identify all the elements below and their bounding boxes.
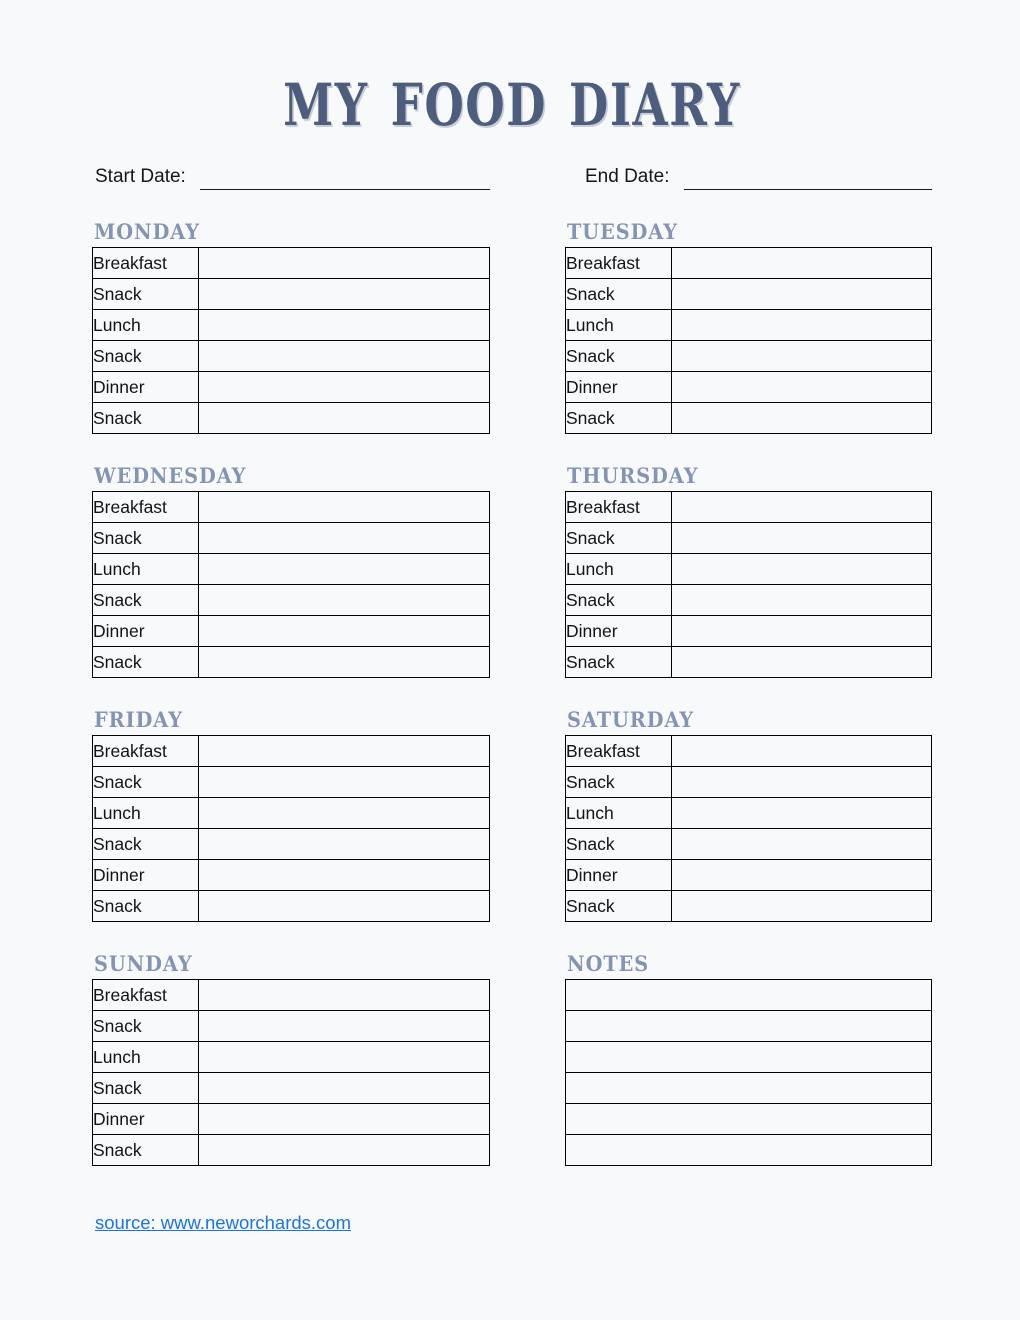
meal-row	[93, 980, 490, 1011]
meal-label: Snack	[93, 1011, 199, 1042]
notes-cell	[566, 1104, 932, 1135]
meal-entry-cell	[199, 279, 490, 310]
meal-row	[566, 860, 932, 891]
notes-row	[566, 1135, 932, 1166]
meal-entry-cell	[199, 403, 490, 434]
meal-entry-cell	[199, 860, 490, 891]
meal-entry-cell	[672, 891, 932, 922]
meal-row	[93, 616, 490, 647]
meal-row	[566, 798, 932, 829]
meal-entry-cell	[199, 736, 490, 767]
meal-row	[566, 891, 932, 922]
meal-label: Breakfast	[93, 492, 199, 523]
diary-grid	[92, 220, 932, 1196]
meal-entry-cell	[199, 767, 490, 798]
page-title: MY FOOD DIARY	[283, 71, 741, 139]
meal-entry-cell	[672, 647, 932, 678]
meal-row	[566, 310, 932, 341]
meal-label: Snack	[93, 891, 199, 922]
meal-label: Lunch	[566, 554, 672, 585]
meal-row	[566, 403, 932, 434]
meal-row	[93, 1011, 490, 1042]
meal-entry-cell	[672, 372, 932, 403]
notes-cell	[566, 1042, 932, 1073]
day-heading-sunday: SUNDAY	[94, 951, 193, 977]
meal-label: Snack	[93, 1135, 199, 1166]
meal-label: Snack	[566, 341, 672, 372]
meal-row	[93, 891, 490, 922]
meal-label: Snack	[93, 767, 199, 798]
meal-row	[93, 248, 490, 279]
notes-row	[566, 980, 932, 1011]
meal-row	[93, 767, 490, 798]
meal-label: Snack	[566, 523, 672, 554]
notes-row	[566, 1104, 932, 1135]
meal-label: Snack	[93, 585, 199, 616]
notes-section	[565, 952, 932, 1166]
meal-entry-cell	[672, 279, 932, 310]
meal-table	[92, 735, 490, 922]
meal-label: Snack	[93, 1073, 199, 1104]
meal-table	[565, 735, 932, 922]
meal-label: Snack	[566, 403, 672, 434]
meal-entry-cell	[672, 616, 932, 647]
start-date-label: Start Date:	[95, 166, 186, 187]
meal-row	[566, 248, 932, 279]
meal-label: Dinner	[93, 372, 199, 403]
day-section	[565, 220, 932, 434]
meal-entry-cell	[199, 829, 490, 860]
day-section	[92, 708, 490, 922]
meal-label: Snack	[566, 829, 672, 860]
meal-entry-cell	[199, 372, 490, 403]
meal-row	[566, 523, 932, 554]
notes-cell	[566, 1073, 932, 1104]
day-section	[92, 220, 490, 434]
meal-row	[93, 647, 490, 678]
meal-entry-cell	[199, 647, 490, 678]
meal-row	[93, 279, 490, 310]
meal-label: Dinner	[93, 616, 199, 647]
day-heading-friday: FRIDAY	[94, 707, 183, 733]
meal-row	[93, 829, 490, 860]
meal-label: Lunch	[93, 310, 199, 341]
meal-row	[93, 554, 490, 585]
meal-label: Breakfast	[93, 980, 199, 1011]
notes-row	[566, 1042, 932, 1073]
meal-entry-cell	[199, 523, 490, 554]
meal-row	[93, 1104, 490, 1135]
notes-cell	[566, 980, 932, 1011]
meal-row	[566, 647, 932, 678]
meal-label: Lunch	[566, 798, 672, 829]
dates-row	[92, 166, 932, 190]
meal-entry-cell	[199, 310, 490, 341]
day-heading-thursday: THURSDAY	[567, 463, 699, 489]
meal-label: Dinner	[566, 616, 672, 647]
meal-entry-cell	[199, 554, 490, 585]
meal-table	[565, 247, 932, 434]
meal-row	[93, 310, 490, 341]
meal-row	[93, 1073, 490, 1104]
meal-label: Snack	[93, 647, 199, 678]
meal-entry-cell	[199, 1011, 490, 1042]
day-heading-saturday: SATURDAY	[567, 707, 695, 733]
meal-label: Snack	[93, 829, 199, 860]
meal-row	[566, 372, 932, 403]
meal-row	[93, 1042, 490, 1073]
meal-row	[93, 523, 490, 554]
meal-label: Breakfast	[566, 248, 672, 279]
notes-row	[566, 1011, 932, 1042]
meal-entry-cell	[672, 554, 932, 585]
meal-row	[566, 585, 932, 616]
meal-label: Snack	[566, 585, 672, 616]
day-heading-monday: MONDAY	[94, 219, 200, 244]
notes-table	[565, 979, 932, 1166]
meal-label: Breakfast	[566, 736, 672, 767]
day-section	[92, 952, 490, 1166]
end-date-label: End Date:	[585, 166, 670, 187]
meal-label: Snack	[566, 891, 672, 922]
meal-label: Lunch	[93, 1042, 199, 1073]
notes-heading: NOTES	[567, 951, 650, 977]
meal-entry-cell	[199, 616, 490, 647]
day-section	[565, 708, 932, 922]
meal-label: Snack	[566, 279, 672, 310]
meal-label: Snack	[93, 403, 199, 434]
meal-row	[93, 585, 490, 616]
meal-entry-cell	[672, 248, 932, 279]
day-section	[92, 464, 490, 678]
meal-label: Dinner	[566, 860, 672, 891]
meal-row	[93, 492, 490, 523]
meal-entry-cell	[199, 1042, 490, 1073]
meal-entry-cell	[199, 1104, 490, 1135]
notes-cell	[566, 1011, 932, 1042]
meal-entry-cell	[199, 980, 490, 1011]
meal-entry-cell	[672, 310, 932, 341]
meal-label: Snack	[93, 523, 199, 554]
meal-row	[566, 279, 932, 310]
meal-entry-cell	[199, 1135, 490, 1166]
meal-row	[93, 736, 490, 767]
meal-label: Breakfast	[93, 248, 199, 279]
meal-label: Snack	[93, 279, 199, 310]
day-heading-tuesday: TUESDAY	[567, 219, 678, 244]
meal-label: Breakfast	[93, 736, 199, 767]
meal-label: Lunch	[93, 798, 199, 829]
end-date-blank-line	[684, 166, 933, 190]
meal-entry-cell	[199, 891, 490, 922]
meal-row	[566, 736, 932, 767]
meal-entry-cell	[672, 341, 932, 372]
meal-row	[93, 341, 490, 372]
start-date-blank-line	[200, 166, 490, 190]
day-section	[565, 464, 932, 678]
meal-row	[93, 860, 490, 891]
meal-row	[93, 798, 490, 829]
meal-entry-cell	[672, 492, 932, 523]
meal-table	[92, 491, 490, 678]
meal-entry-cell	[199, 341, 490, 372]
meal-row	[566, 341, 932, 372]
meal-row	[566, 554, 932, 585]
meal-entry-cell	[672, 767, 932, 798]
meal-entry-cell	[672, 403, 932, 434]
meal-row	[93, 372, 490, 403]
meal-row	[566, 492, 932, 523]
meal-entry-cell	[199, 492, 490, 523]
meal-entry-cell	[199, 798, 490, 829]
meal-label: Snack	[566, 767, 672, 798]
meal-label: Breakfast	[566, 492, 672, 523]
meal-entry-cell	[199, 585, 490, 616]
meal-row	[566, 616, 932, 647]
meal-label: Lunch	[93, 554, 199, 585]
meal-row	[566, 829, 932, 860]
meal-label: Dinner	[93, 1104, 199, 1135]
meal-entry-cell	[672, 736, 932, 767]
end-date-field	[565, 166, 932, 190]
meal-entry-cell	[672, 523, 932, 554]
meal-table	[92, 979, 490, 1166]
meal-entry-cell	[672, 798, 932, 829]
source-link[interactable]: source: www.neworchards.com	[95, 1212, 352, 1234]
meal-table	[92, 247, 490, 434]
meal-label: Snack	[93, 341, 199, 372]
meal-table	[565, 491, 932, 678]
meal-row	[566, 767, 932, 798]
meal-label: Lunch	[566, 310, 672, 341]
meal-entry-cell	[199, 248, 490, 279]
notes-cell	[566, 1135, 932, 1166]
meal-entry-cell	[199, 1073, 490, 1104]
meal-row	[93, 403, 490, 434]
day-heading-wednesday: WEDNESDAY	[94, 463, 247, 489]
meal-label: Dinner	[93, 860, 199, 891]
start-date-field	[92, 166, 490, 190]
meal-entry-cell	[672, 829, 932, 860]
meal-entry-cell	[672, 860, 932, 891]
meal-label: Snack	[566, 647, 672, 678]
meal-row	[93, 1135, 490, 1166]
meal-entry-cell	[672, 585, 932, 616]
notes-row	[566, 1073, 932, 1104]
meal-label: Dinner	[566, 372, 672, 403]
